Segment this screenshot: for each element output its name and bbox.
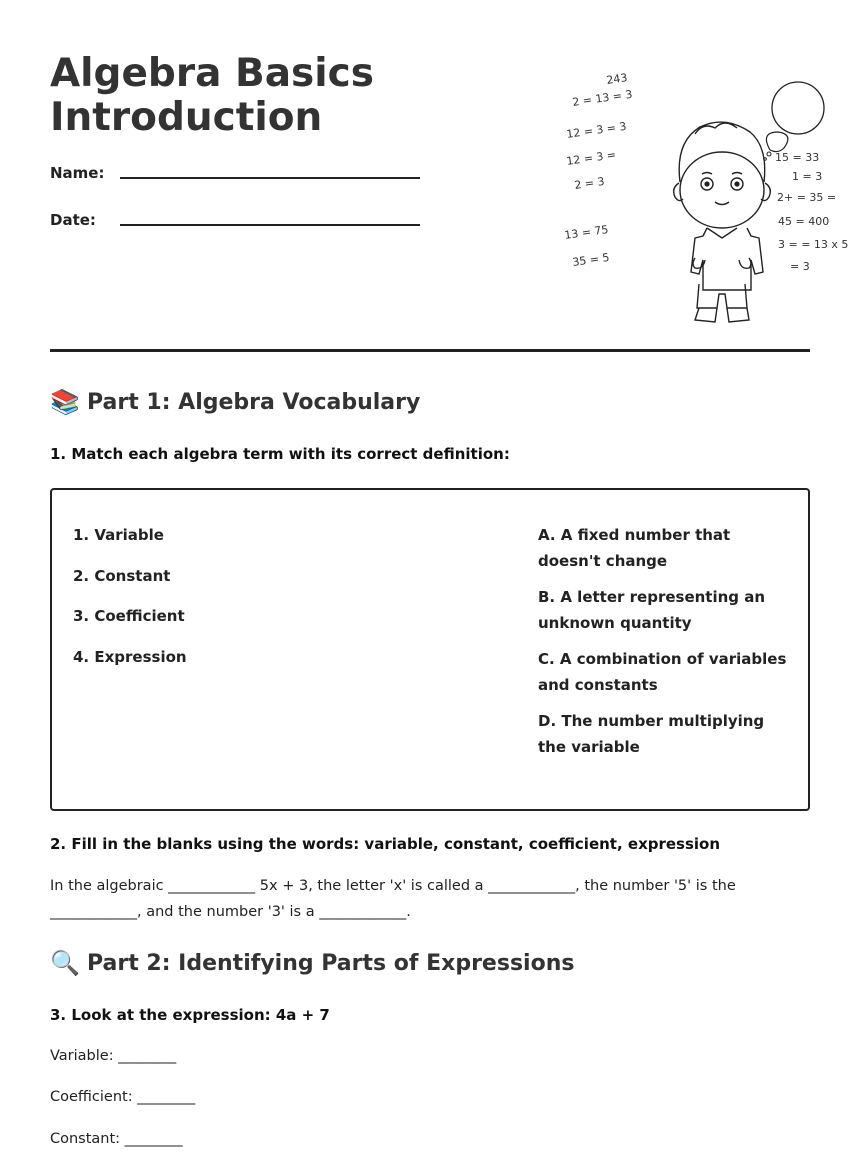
definition-b: B. A letter representing an unknown quantity xyxy=(538,588,766,632)
equation: 2+ = 35 = xyxy=(777,191,837,204)
term-coefficient: 3. Coefficient xyxy=(73,607,185,626)
date-field[interactable] xyxy=(50,211,120,229)
part1-title: Part 1: Algebra Vocabulary xyxy=(87,389,421,415)
equation: 35 = 5 xyxy=(571,250,611,269)
worksheet-header xyxy=(50,0,849,352)
constant-answer-field[interactable]: Constant: ________ xyxy=(50,1131,183,1147)
definition-c: C. A combination of variables and constants xyxy=(538,650,787,694)
equation: 2 = 3 xyxy=(573,174,606,192)
name-label: Name: xyxy=(50,164,105,182)
matching-box xyxy=(50,488,810,811)
name-field[interactable] xyxy=(50,164,120,182)
books-icon: 📚 xyxy=(50,388,80,416)
equation: 12 = 3 = xyxy=(565,148,617,168)
boy-thinking-math-illustration xyxy=(555,62,849,317)
part1-heading xyxy=(50,388,420,416)
equation: 3 = = 13 x 5 xyxy=(778,238,849,251)
coefficient-answer-field[interactable]: Coefficient: ________ xyxy=(50,1089,196,1105)
term-expression: 4. Expression xyxy=(73,648,187,667)
worksheet-page xyxy=(50,0,849,1161)
name-line[interactable] xyxy=(120,177,420,179)
terms-list xyxy=(73,526,187,689)
equation: 12 = 3 = 3 xyxy=(565,119,628,141)
equation: 13 = 75 xyxy=(563,222,610,242)
variable-answer-field[interactable]: Variable: ________ xyxy=(50,1048,177,1064)
term-constant: 2. Constant xyxy=(73,566,171,585)
question-1: 1. Match each algebra term with its correct definition: xyxy=(50,445,510,463)
part2-title: Part 2: Identifying Parts of Expressions xyxy=(87,950,575,976)
equation: 243 xyxy=(605,71,629,87)
equation: 1 = 3 xyxy=(792,170,823,183)
equation: = 3 xyxy=(790,260,810,273)
magnifying-glass-icon: 🔍 xyxy=(50,949,80,977)
part2-heading xyxy=(50,949,574,977)
equation: 2 = 13 = 3 xyxy=(571,87,634,109)
definitions-list xyxy=(538,526,788,774)
equation: 45 = 400 xyxy=(778,215,830,228)
equation: 15 = 33 xyxy=(775,151,820,164)
definition-a: A. A fixed number that doesn't change xyxy=(538,526,731,570)
question-2: 2. Fill in the blanks using the words: variable, constant, coefficient, expression xyxy=(50,835,721,853)
date-line[interactable] xyxy=(120,224,420,226)
question-3: 3. Look at the expression: 4a + 7 xyxy=(50,1006,330,1024)
term-variable: 1. Variable xyxy=(73,526,164,544)
fill-in-blanks-text[interactable]: In the algebraic ____________ 5x + 3, the letter 'x' is called a ____________, the number '5' is the ____________, and the number '3' is a ____________. xyxy=(50,878,736,920)
definition-d: D. The number multiplying the variable xyxy=(538,712,765,756)
date-label: Date: xyxy=(50,211,96,229)
page-title: Algebra Basics Introduction xyxy=(50,51,374,140)
